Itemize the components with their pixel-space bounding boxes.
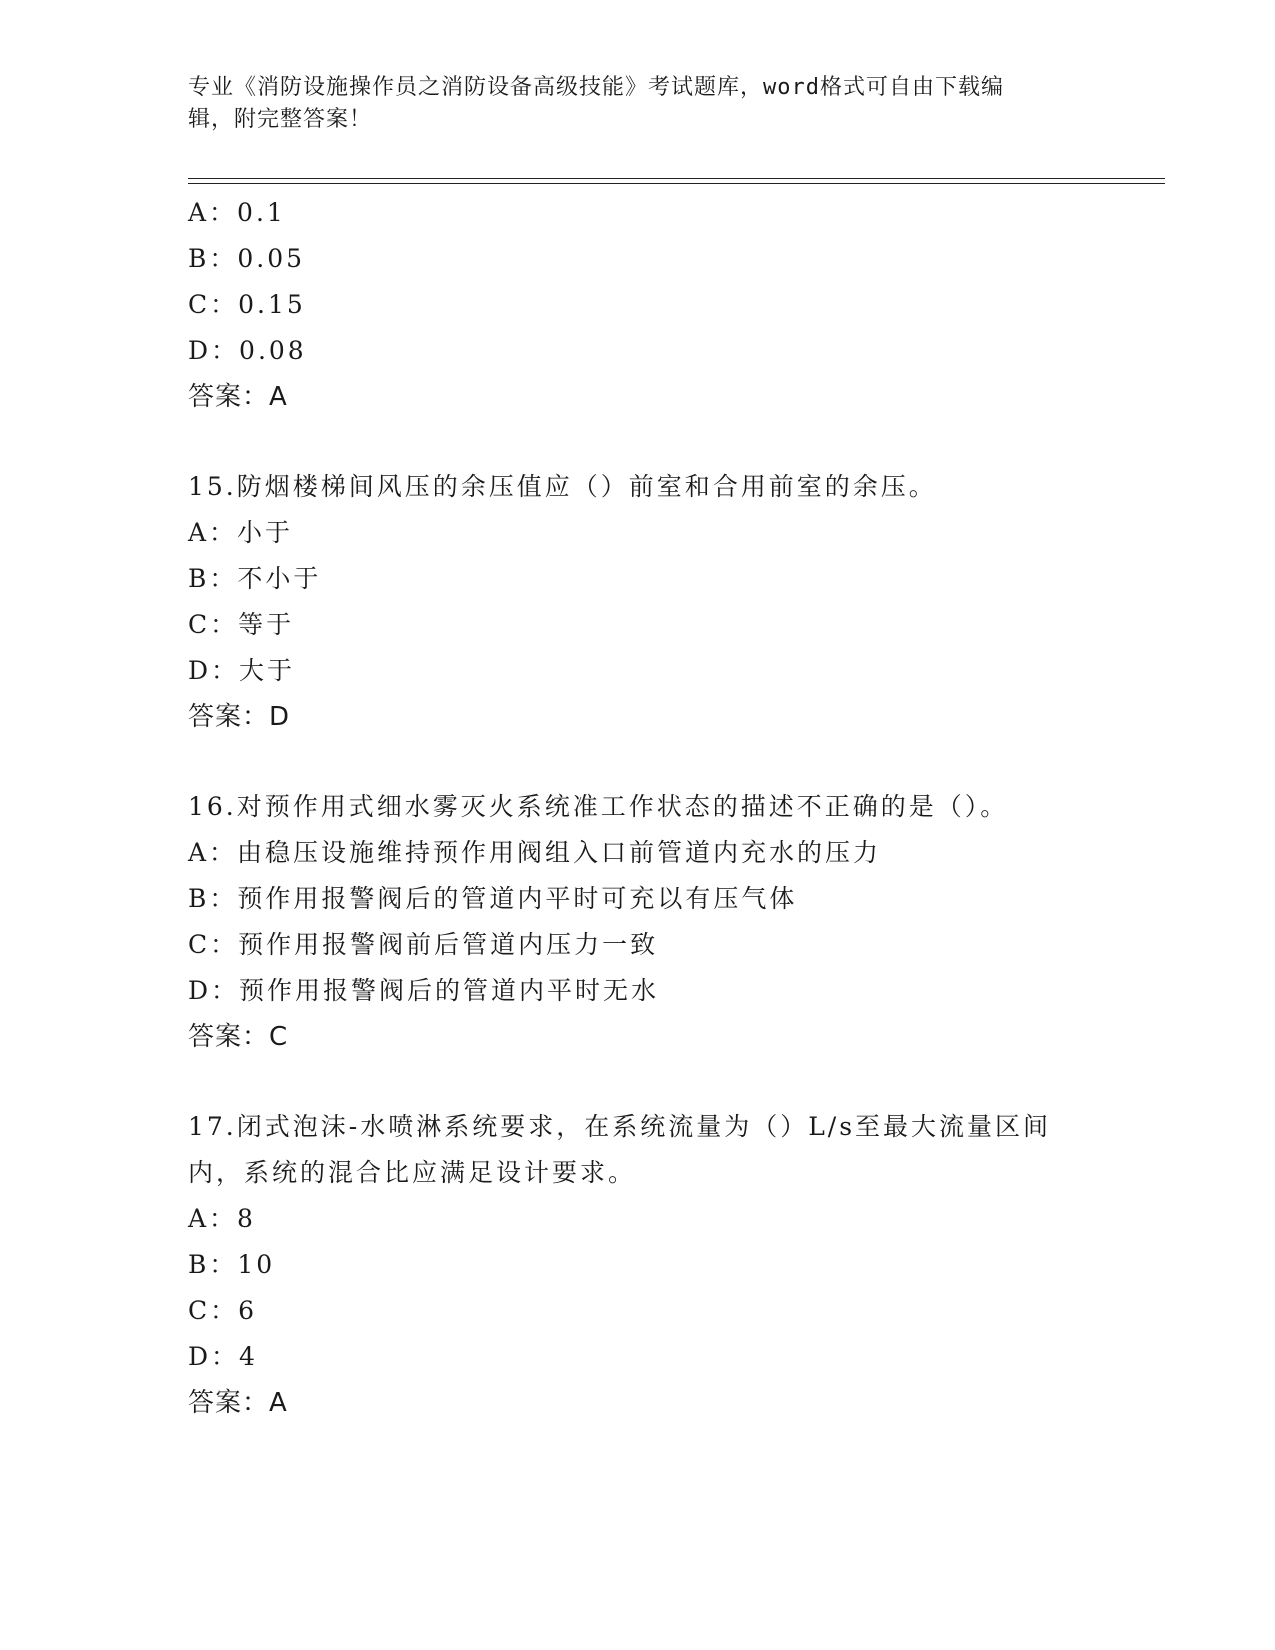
answer-line: 答案：A <box>188 382 288 412</box>
question-list <box>188 190 1148 1426</box>
question-14 <box>188 190 1148 420</box>
option-b: B：预作用报警阀后的管道内平时可充以有压气体 <box>188 884 798 913</box>
option-a: A：0.1 <box>188 198 286 227</box>
option-a: A：小于 <box>188 518 294 547</box>
answer-line: 答案：A <box>188 1388 288 1418</box>
option-d: D：4 <box>188 1342 258 1371</box>
answer-line: 答案：C <box>188 1022 289 1052</box>
answer-line: 答案：D <box>188 702 291 732</box>
option-b: B：不小于 <box>188 564 322 593</box>
option-c: C：等于 <box>188 610 295 639</box>
option-b: B：0.05 <box>188 244 306 273</box>
question-16 <box>188 784 1148 1060</box>
option-c: C：6 <box>188 1296 258 1325</box>
option-c: C：0.15 <box>188 290 306 319</box>
header-rule-top <box>188 178 1165 179</box>
question-text-line-2: 内，系统的混合比应满足设计要求。 <box>188 1158 637 1187</box>
option-a: A：由稳压设施维持预作用阀组入口前管道内充水的压力 <box>188 838 882 867</box>
option-c: C：预作用报警阀前后管道内压力一致 <box>188 930 659 959</box>
option-a: A：8 <box>188 1204 256 1233</box>
header-line-1: 专业《消防设施操作员之消防设备高级技能》考试题库，word格式可自由下载编 <box>188 75 1004 100</box>
option-b: B：10 <box>188 1250 276 1279</box>
question-15 <box>188 464 1148 740</box>
option-d: D：大于 <box>188 656 296 685</box>
option-d: D：预作用报警阀后的管道内平时无水 <box>188 976 660 1005</box>
question-text-line-1: 17.闭式泡沫-水喷淋系统要求，在系统流量为（）L/s至最大流量区间 <box>188 1112 1052 1141</box>
header-rule-bottom <box>188 183 1165 184</box>
header-line-2: 辑，附完整答案！ <box>188 107 373 132</box>
question-17 <box>188 1104 1148 1426</box>
option-d: D：0.08 <box>188 336 307 365</box>
document-header <box>188 72 1088 136</box>
question-text: 16.对预作用式细水雾灭火系统准工作状态的描述不正确的是（）。 <box>188 792 1009 821</box>
question-text: 15.防烟楼梯间风压的余压值应（）前室和合用前室的余压。 <box>188 472 937 501</box>
